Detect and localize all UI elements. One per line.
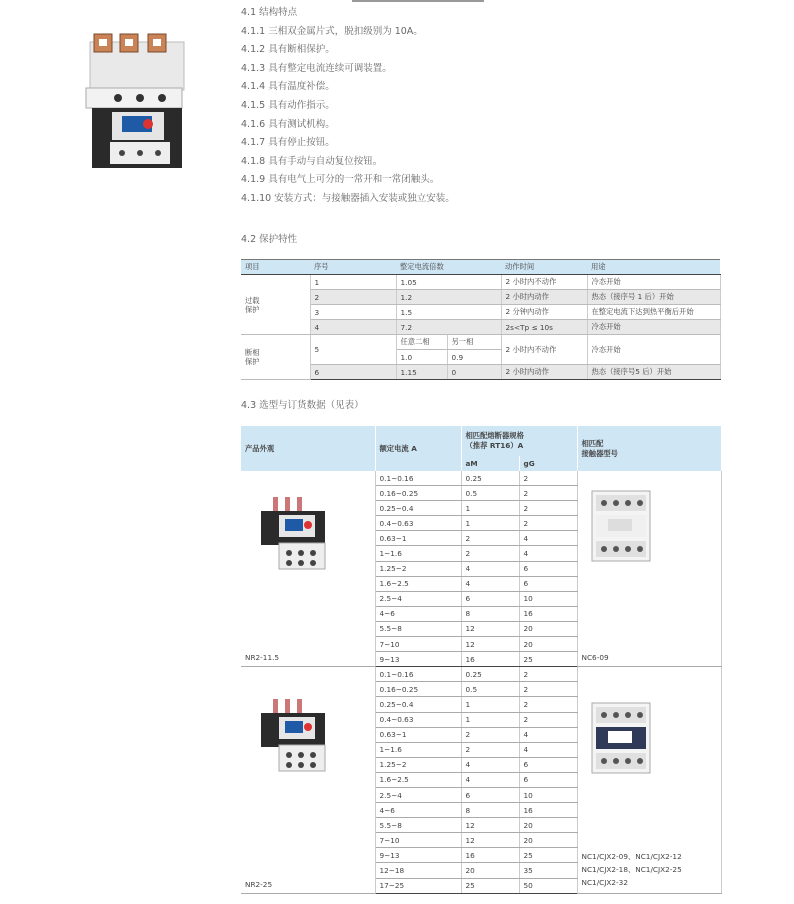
am-cell: 0.25	[461, 471, 519, 486]
am-cell: 6	[461, 787, 519, 802]
am-cell: 4	[461, 772, 519, 787]
am-cell: 1	[461, 712, 519, 727]
rated-current-cell: 0.1~0.16	[375, 667, 461, 682]
row-time: 2 小时内动作	[501, 290, 587, 305]
header-am: aM	[461, 456, 519, 471]
row-use: 冷态开始	[587, 275, 720, 290]
row-multiple: 0.9	[447, 350, 501, 365]
gg-cell: 6	[519, 757, 577, 772]
am-cell: 0.5	[461, 682, 519, 697]
am-cell: 12	[461, 637, 519, 652]
gg-cell: 16	[519, 803, 577, 818]
row-time: 2 分钟内动作	[501, 305, 587, 320]
row-no: 1	[310, 275, 396, 290]
rated-current-cell: 0.63~1	[375, 531, 461, 546]
am-cell: 2	[461, 742, 519, 757]
gg-cell: 16	[519, 606, 577, 621]
overload-label: 过载 保护	[241, 275, 310, 335]
gg-cell: 10	[519, 787, 577, 802]
am-cell: 1	[461, 516, 519, 531]
structure-features	[241, 4, 455, 209]
selection-table	[241, 426, 722, 894]
row-time: 2 小时内不动作	[501, 335, 587, 365]
thermal-relay-photo	[253, 493, 329, 573]
gg-cell: 4	[519, 742, 577, 757]
gg-cell: 6	[519, 772, 577, 787]
feature-item: 4.1.5 具有动作指示。	[241, 99, 335, 111]
rated-current-cell: 4~6	[375, 606, 461, 621]
header-gg: gG	[519, 456, 577, 471]
gg-cell: 2	[519, 667, 577, 682]
gg-cell: 20	[519, 818, 577, 833]
rated-current-cell: 2.5~4	[375, 787, 461, 802]
feature-item: 4.1.3 具有整定电流连续可调装置。	[241, 62, 392, 74]
gg-cell: 2	[519, 516, 577, 531]
table-row	[241, 667, 721, 682]
rated-current-cell: 0.4~0.63	[375, 712, 461, 727]
am-cell: 25	[461, 878, 519, 893]
gg-cell: 2	[519, 486, 577, 501]
product-model: NR2-25	[245, 879, 273, 889]
row-time: 2 小时内动作	[501, 365, 587, 380]
row-time: 2s<Tp ≤ 10s	[501, 320, 587, 335]
gg-cell: 6	[519, 576, 577, 591]
header-fuse: 相匹配熔断器规格 （推荐 RT16）A	[461, 426, 577, 456]
am-cell: 4	[461, 561, 519, 576]
gg-cell: 2	[519, 682, 577, 697]
row-multiple: 1.15	[396, 365, 447, 380]
gg-cell: 20	[519, 833, 577, 848]
am-cell: 12	[461, 833, 519, 848]
row-multiple: 1.2	[396, 290, 501, 305]
rated-current-cell: 5.5~8	[375, 621, 461, 636]
gg-cell: 4	[519, 727, 577, 742]
row-use: 冷态开始	[587, 320, 720, 335]
am-cell: 2	[461, 531, 519, 546]
rated-current-cell: 5.5~8	[375, 818, 461, 833]
am-cell: 2	[461, 546, 519, 561]
rated-current-cell: 0.1~0.16	[375, 471, 461, 486]
features-heading: 4.1 结构特点	[241, 7, 298, 18]
rated-current-cell: 7~10	[375, 833, 461, 848]
am-cell: 20	[461, 863, 519, 878]
contactor-model: NC1/CJX2-18、NC1/CJX2-25	[581, 864, 682, 874]
protection-title: 4.2 保护特性	[241, 234, 298, 245]
am-cell: 1	[461, 501, 519, 516]
rated-current-cell: 17~25	[375, 878, 461, 893]
contactor-cell	[577, 667, 721, 893]
thermal-relay-photo	[253, 695, 329, 775]
rated-current-cell: 2.5~4	[375, 591, 461, 606]
am-cell: 4	[461, 757, 519, 772]
row-use: 热态（接序号5 后）开始	[587, 365, 720, 380]
rated-current-cell: 1.25~2	[375, 757, 461, 772]
feature-item: 4.1.9 具有电气上可分的一常开和一常闭触头。	[241, 174, 440, 186]
phase-label: 断相 保护	[241, 335, 310, 380]
contactor-model: NC6-09	[581, 653, 609, 663]
gg-cell: 25	[519, 652, 577, 667]
contactor-photo	[586, 697, 656, 777]
row-no: 3	[310, 305, 396, 320]
feature-item: 4.1.4 具有温度补偿。	[241, 81, 335, 93]
gg-cell: 2	[519, 712, 577, 727]
rated-current-cell: 1.6~2.5	[375, 772, 461, 787]
row-use: 热态（接序号 1 后）开始	[587, 290, 720, 305]
rated-current-cell: 12~18	[375, 863, 461, 878]
header-appearance: 产品外观	[241, 426, 375, 471]
feature-item: 4.1.2 具有断相保护。	[241, 44, 335, 56]
feature-item: 4.1.8 具有手动与自动复位按钮。	[241, 155, 383, 167]
header-time: 动作时间	[501, 260, 587, 275]
feature-item: 4.1.10 安装方式：与接触器插入安装或独立安装。	[241, 192, 455, 204]
protection-table	[241, 259, 721, 380]
row-use: 在整定电流下达到热平衡后开始	[587, 305, 720, 320]
gg-cell: 35	[519, 863, 577, 878]
rated-current-cell: 9~13	[375, 848, 461, 863]
row-no: 5	[310, 335, 396, 365]
row-multiple: 1.05	[396, 275, 501, 290]
feature-item: 4.1.6 具有测试机构。	[241, 118, 335, 130]
feature-item: 4.1.1 三相双金属片式，脱扣级别为 10A。	[241, 25, 423, 37]
product-appearance-cell	[241, 471, 375, 667]
rated-current-cell: 0.16~0.25	[375, 486, 461, 501]
row-multiple: 1.5	[396, 305, 501, 320]
row-use: 冷态开始	[587, 335, 720, 365]
am-cell: 6	[461, 591, 519, 606]
row-time: 2 小时内不动作	[501, 275, 587, 290]
rated-current-cell: 1.25~2	[375, 561, 461, 576]
product-appearance-cell	[241, 667, 375, 893]
gg-cell: 10	[519, 591, 577, 606]
contactor-photo	[586, 485, 656, 565]
gg-cell: 4	[519, 546, 577, 561]
gg-cell: 25	[519, 848, 577, 863]
gg-cell: 2	[519, 697, 577, 712]
row-multiple: 1.0	[396, 350, 447, 365]
gg-cell: 20	[519, 621, 577, 636]
header-use: 用途	[587, 260, 720, 275]
sub-header-other-phase: 另一相	[447, 335, 501, 350]
selection-title: 4.3 选型与订货数据（见表）	[241, 400, 364, 411]
header-rated-current: 额定电流 A	[375, 426, 461, 471]
rated-current-cell: 0.25~0.4	[375, 697, 461, 712]
row-no: 4	[310, 320, 396, 335]
am-cell: 12	[461, 818, 519, 833]
am-cell: 1	[461, 697, 519, 712]
header-contactor: 相匹配 接触器型号	[577, 426, 721, 471]
contactor-model: NC1/CJX2-09、NC1/CJX2-12	[581, 851, 682, 861]
thermal-overload-relay-photo	[82, 30, 188, 172]
row-multiple: 0	[447, 365, 501, 380]
feature-item: 4.1.7 具有停止按钮。	[241, 137, 335, 149]
scroll-indicator	[352, 0, 484, 2]
rated-current-cell: 7~10	[375, 637, 461, 652]
am-cell: 16	[461, 652, 519, 667]
row-no: 2	[310, 290, 396, 305]
row-multiple: 7.2	[396, 320, 501, 335]
rated-current-cell: 4~6	[375, 803, 461, 818]
rated-current-cell: 1.6~2.5	[375, 576, 461, 591]
am-cell: 8	[461, 803, 519, 818]
rated-current-cell: 0.4~0.63	[375, 516, 461, 531]
rated-current-cell: 9~13	[375, 652, 461, 667]
am-cell: 0.5	[461, 486, 519, 501]
am-cell: 0.25	[461, 667, 519, 682]
rated-current-cell: 1~1.6	[375, 742, 461, 757]
am-cell: 12	[461, 621, 519, 636]
header-no: 序号	[310, 260, 396, 275]
gg-cell: 2	[519, 501, 577, 516]
header-item: 项目	[241, 260, 310, 275]
rated-current-cell: 1~1.6	[375, 546, 461, 561]
gg-cell: 2	[519, 471, 577, 486]
header-multiple: 整定电流倍数	[396, 260, 501, 275]
rated-current-cell: 0.63~1	[375, 727, 461, 742]
product-model: NR2-11.5	[245, 653, 280, 663]
gg-cell: 50	[519, 878, 577, 893]
sub-header-two-phase: 任意二相	[396, 335, 447, 350]
table-row	[241, 471, 721, 486]
am-cell: 16	[461, 848, 519, 863]
gg-cell: 20	[519, 637, 577, 652]
contactor-model: NC1/CJX2-32	[581, 877, 628, 887]
gg-cell: 4	[519, 531, 577, 546]
rated-current-cell: 0.16~0.25	[375, 682, 461, 697]
contactor-cell	[577, 471, 721, 667]
am-cell: 2	[461, 727, 519, 742]
am-cell: 4	[461, 576, 519, 591]
rated-current-cell: 0.25~0.4	[375, 501, 461, 516]
gg-cell: 6	[519, 561, 577, 576]
am-cell: 8	[461, 606, 519, 621]
row-no: 6	[310, 365, 396, 380]
